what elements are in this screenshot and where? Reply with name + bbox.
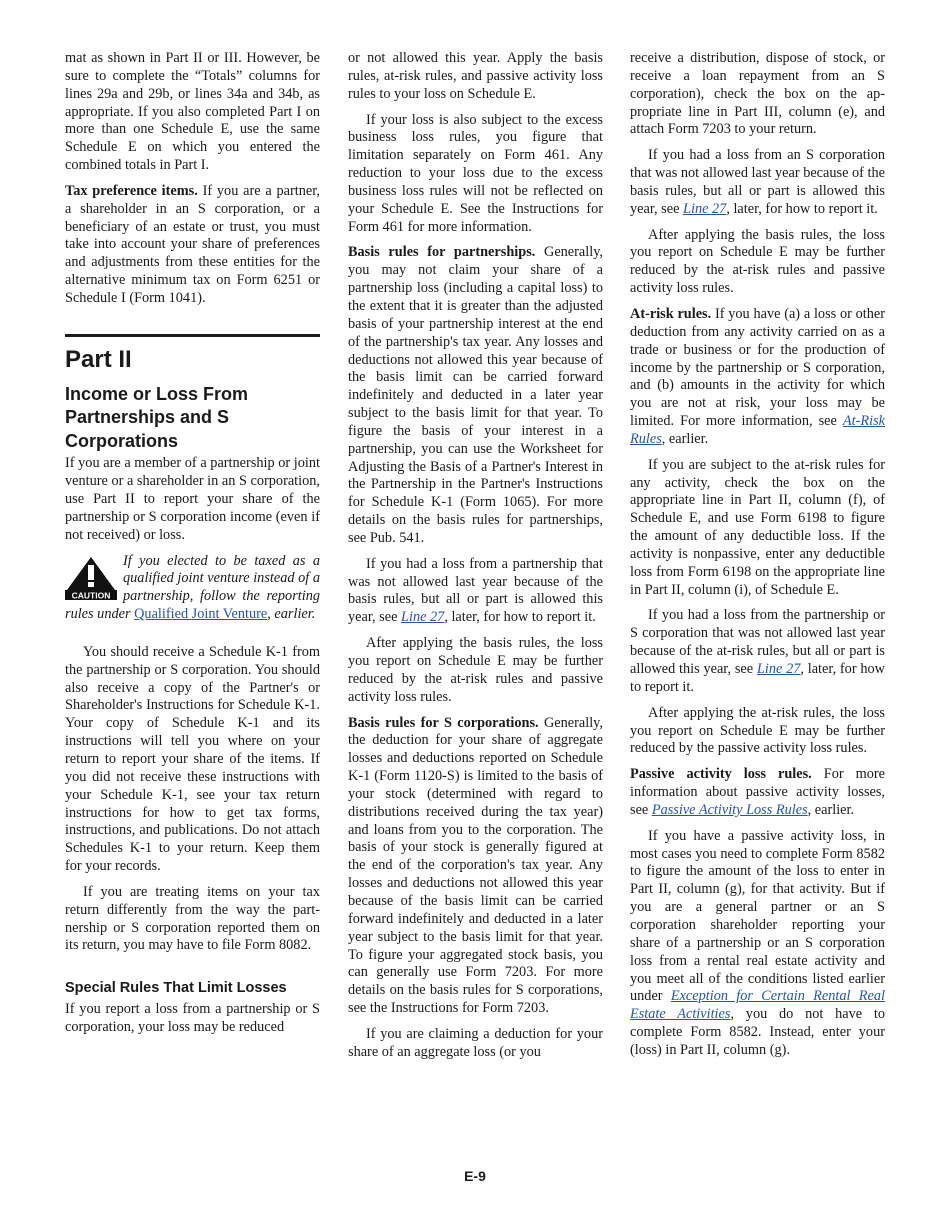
- paragraph: If your loss is also subject to the excess business loss rules, you figure that limitation separately on Form 461. Any reduction to your loss due to the excess business loss rules will not be reflected on your Schedule E. See the Instructions for Form 461 for more information.: [348, 111, 603, 235]
- run-in-heading: Basis rules for partnerships.: [348, 244, 536, 261]
- paragraph: receive a distribution, dispose of stock, or receive a loan repayment from an S corporation), check the box on the appropriate line in Part III, column (e), and attach Form 7203 to your return.: [630, 50, 885, 138]
- column-3: [630, 50, 885, 1068]
- paragraph: Basis rules for partnerships. Generally, you may not claim your share of a partnership loss (including a capital loss) to the extent that it is greater than the adjusted basis of your partnership interest at the end of the partnership's tax year. Any losses and deductions not allowed this year because of the basis limit can be carried forward indefinitely and deducted in a later year subject to the basis limit for that year. To figure the basis of your interest in a partnership, you can use the Worksheet for Adjusting the Basis of a Partner's Interest in the Partnership in the Partner's Instructions for Schedule K-1 (Form 1065). For more details on the basis rules for partnerships, see Pub. 541.: [348, 244, 604, 546]
- paragraph: If you have a passive activity loss, in most cases you need to complete Form 8582 to figure the amount of the loss to enter in Part II, column (g), for that activity. But if you are a general partner or an S corporation shareholder reporting your share of a partnership or an S corporation loss from a rental real estate activity and you meet all of the conditions listed earlier under Exception for Certain Rental Real Estate Activities, you do not have to complete Form 8582. Instead, enter your (loss) in Part II, column (g).: [630, 827, 885, 1058]
- paragraph: If you are treating items on your tax return differently from the way the partnership or S corporation reported them on its return, you may have to file Form 8082.: [65, 883, 320, 954]
- column-1: [65, 50, 320, 1045]
- section-title: Income or Loss From Partnerships and S Corporations: [65, 383, 249, 451]
- paragraph: After applying the basis rules, the loss you report on Schedule E may be further reduced by the at-risk rules and passive activity loss rules.: [630, 226, 885, 297]
- section-divider: [65, 334, 320, 337]
- paragraph: If you are claiming a deduction for your share of an aggregate loss (or you: [348, 1025, 603, 1060]
- paragraph: After applying the basis rules, the loss you report on Schedule E may be further reduced by the at-risk rules and passive activity loss rules.: [348, 635, 603, 705]
- line-27-link[interactable]: Line 27: [401, 609, 445, 626]
- paragraph: Passive activity loss rules. For more information about passive activity losses, see Passive Activity Loss Rules, earlier.: [630, 766, 885, 818]
- paragraph: If you had a loss from a partnership that was not allowed last year because of the basis rules, but all or part is allowed this year, see Line 27, later, for how to report it.: [348, 555, 603, 626]
- paragraph: After applying the at-risk rules, the loss you report on Schedule E may be further reduced by the passive activity loss rules.: [630, 704, 885, 757]
- paragraph: You should receive a Schedule K-1 from the partnership or S corporation. You should also receive a copy of the Partner's or Shareholder's Instructions for Schedule K-1. Your copy of Schedule K-1 and its instructions will tell you where on your return to report your share of the items. If you did not receive these instructions with your Schedule K-1, see your tax return instructions for how to get tax forms, instructions, and publications. Do not attach Schedules K-1 to your return. Keep them for your records.: [65, 643, 320, 875]
- caution-note: [65, 553, 320, 624]
- paragraph: Basis rules for S corporations. Generally, the deduction for your share of aggregate losses and deductions reported on Schedule K-1 (Form 1120-S) is limited to the basis of your stock (determined with regard to distributions received during the tax year) and loans from you to the corporation. The basis of your stock is generally figured at the end of the corporation's tax year. Any losses and deductions not allowed this year because of the basis limit can be carried forward indefinitely and deducted in a later year subject to the basis limit for that year. To figure your aggregated stock basis, you can generally use Form 7203. For more details on the basis rules for S corporations, see the Instructions for Form 7203.: [348, 714, 603, 1017]
- page-number: E-9: [464, 1168, 486, 1184]
- qualified-joint-venture-link[interactable]: Qualified Joint Venture: [134, 606, 268, 623]
- paragraph: If you had a loss from the partnership or S corporation that was not allowed last year because of the at-risk rules, but all or part is allowed this year, see Line 27, later, for how to report it.: [630, 607, 885, 695]
- at-risk-rules-link[interactable]: At-Risk Rules: [630, 413, 885, 447]
- paragraph: If you had a loss from an S corporation that was not allowed last year because of the basis rules, but all or part is allowed this year, see Line 27, later, for how to report it.: [630, 147, 885, 217]
- column-2: [348, 50, 603, 1070]
- passive-activity-loss-rules-link[interactable]: Passive Activity Loss Rules: [651, 801, 808, 818]
- part-title: Part II: [65, 345, 132, 373]
- paragraph: At-risk rules. If you have (a) a loss or other deduction from any activity carried on as a trade or business or for the production of income by the partnership or S corporation, and (b) amounts in the activity for which you are not at risk, your loss may be limited. For more information, see At-Risk Rules, earlier.: [630, 305, 885, 447]
- line-27-link[interactable]: Line 27: [683, 200, 727, 217]
- paragraph: If you report a loss from a partnership or S corporation, your loss may be reduced: [65, 1001, 320, 1036]
- run-in-heading: Passive activity loss rules.: [630, 766, 812, 783]
- run-in-heading: Basis rules for S corporations.: [348, 714, 539, 731]
- caution-text: If you elected to be taxed as a qualified joint venture instead of a partnership, follow the reporting rules under Qualified Joint Venture, earlier.: [65, 552, 320, 623]
- rental-real-estate-exception-link[interactable]: Exception for Certain Rental Real Estate Activities: [630, 988, 885, 1023]
- caution-icon: [65, 556, 117, 600]
- caution-label: CAUTION: [71, 589, 111, 600]
- paragraph: or not allowed this year. Apply the basis rules, at-risk rules, and passive activity loss rules to your loss on Schedule E.: [348, 50, 603, 102]
- paragraph: mat as shown in Part II or III. However, be sure to complete the “Totals” columns for lines 29a and 29b, or lines 34a and 34b, as appropriate. If you also completed Part I on more than one Schedule E, use the same Schedule E on which you entered the combined totals in Part I.: [65, 50, 320, 174]
- run-in-heading: At-risk rules.: [630, 305, 712, 322]
- paragraph: If you are subject to the at-risk rules for any activity, check the box on the appropriate line in Part II, column (f), of Schedule E, and use Form 6198 to figure the amount of any deductible loss. If the activity is nonpassive, enter any deductible loss from Form 6198 on the appropriate line in Part II, column (i), of Schedule E.: [630, 456, 885, 598]
- paragraph: Tax preference items. If you are a partner, a shareholder in an S corporation, or a beneficiary of an estate or trust, you must take into account your share of preferences and adjustments from these entities for the alternative minimum tax on Form 6251 or Schedule I (Form 1041).: [65, 182, 320, 306]
- subsection-title: Special Rules That Limit Losses: [65, 980, 287, 997]
- line-27-link[interactable]: Line 27: [756, 661, 801, 677]
- paragraph: If you are a member of a partnership or joint venture or a shareholder in an S corporation, use Part II to report your share of the partnership or S corporation income (even if not received) or loss.: [65, 455, 320, 543]
- run-in-heading: Tax preference items.: [65, 182, 198, 199]
